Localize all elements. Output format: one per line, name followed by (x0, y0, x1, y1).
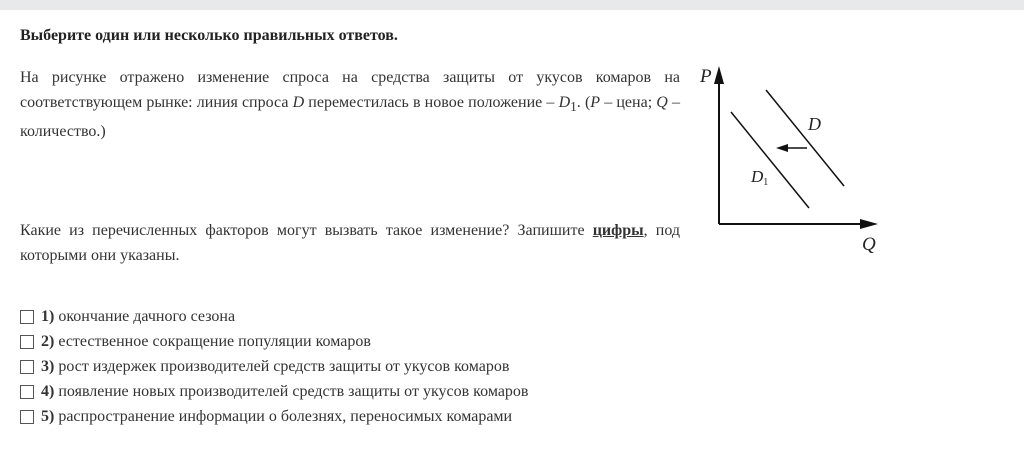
x-axis-label: Q (862, 234, 876, 255)
demand-graph (690, 60, 890, 260)
y-axis-label: P (700, 66, 712, 87)
y-axis-arrow (714, 66, 724, 84)
option-1[interactable]: 1) окончание дачного сезона (20, 304, 528, 329)
option-4[interactable]: 4) появление новых производителей средств защиты от укусов комаров (20, 379, 528, 404)
demand-curve-d1 (731, 112, 809, 208)
x-axis-arrow (860, 219, 878, 229)
shift-arrow-head (776, 144, 788, 152)
keyword-digits: цифры (592, 222, 644, 239)
checkbox[interactable] (20, 385, 34, 399)
checkbox[interactable] (20, 410, 34, 424)
question-paragraph: На рисунке отражено изменение спроса на средства защиты от укусов комаров на соответствующем рынке: линия спроса D переместилась в новое положение – $D_1$. (P – цена; Q – количество.) (20, 69, 681, 141)
answer-options (20, 304, 528, 429)
checkbox[interactable] (20, 360, 34, 374)
task-instruction: Выберите один или несколько правильных ответов. (20, 27, 398, 44)
curve-d1-label: D1 (751, 167, 769, 188)
question-prompt: Какие из перечисленных факторов могут вызвать такое изменение? Запишите цифры, под которыми они указаны. (20, 222, 681, 264)
top-bar (0, 0, 1024, 10)
curve-d-label: D (808, 114, 821, 134)
checkbox[interactable] (20, 335, 34, 349)
option-3[interactable]: 3) рост издержек производителей средств защиты от укусов комаров (20, 354, 528, 379)
checkbox[interactable] (20, 310, 34, 324)
option-5[interactable]: 5) распространение информации о болезнях, переносимых комарами (20, 404, 528, 429)
option-2[interactable]: 2) естественное сокращение популяции комаров (20, 329, 528, 354)
demand-curve-d (766, 90, 844, 186)
